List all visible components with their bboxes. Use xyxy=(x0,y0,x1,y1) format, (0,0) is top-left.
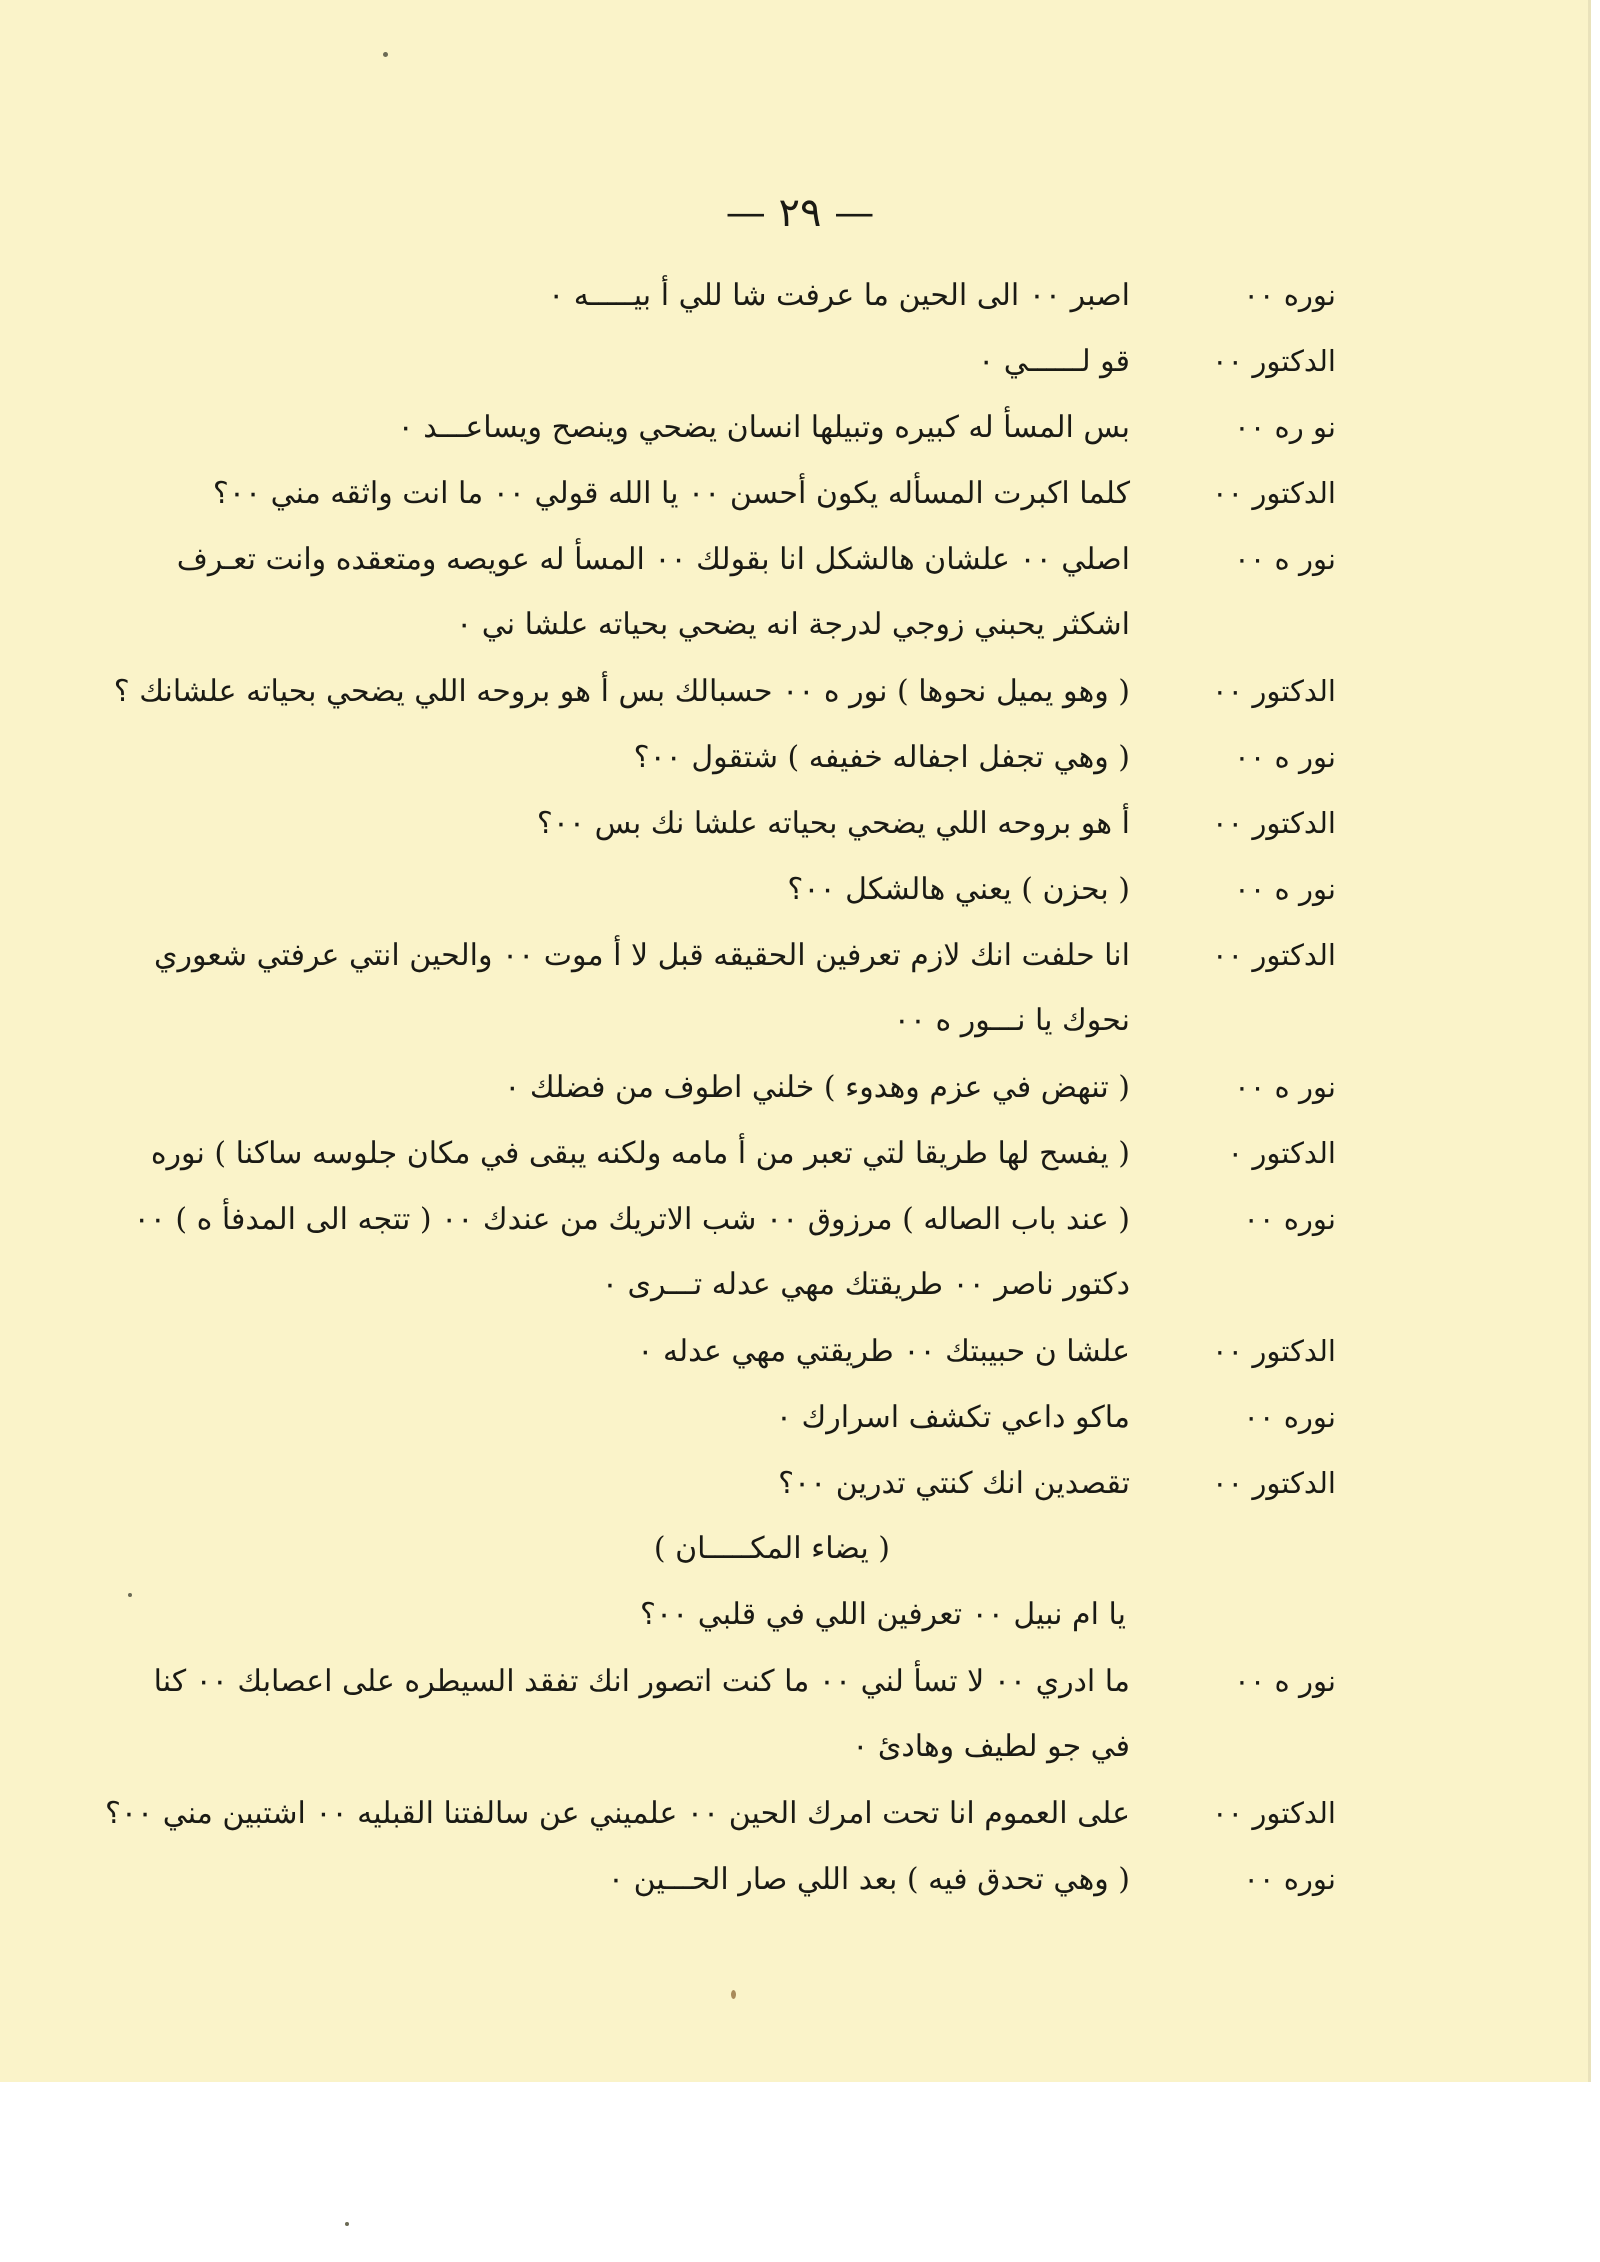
dialogue-line xyxy=(20,1054,1340,1120)
dialogue-text: ( وهي تحدق فيه ) بعد اللي صار الحـــين ٠ xyxy=(607,1862,1130,1897)
dialogue-line xyxy=(20,1384,1340,1450)
dialogue-text: بس المسأ له كبيره وتبيلها انسان يضحي وينصح ويساعـــد ٠ xyxy=(397,410,1130,445)
dialogue-text: علشا ن حبيبتك ٠٠ طريقتي مهي عدله ٠ xyxy=(637,1334,1130,1369)
dialogue-line xyxy=(20,1648,1340,1714)
dialogue-text: ( بحزن ) يعني هالشكل ٠٠؟ xyxy=(787,872,1130,907)
speaker-name: نور ه ٠٠ xyxy=(1234,1664,1336,1698)
dialogue-line xyxy=(20,1780,1340,1846)
dialogue-text: نحوك يا نـــور ه ٠٠ xyxy=(893,1003,1130,1038)
dialogue-line xyxy=(20,790,1340,856)
dialogue-line xyxy=(20,1186,1340,1252)
speaker-name: نور ه ٠٠ xyxy=(1234,872,1336,906)
dialogue-text: ( وهو يميل نحوها ) نور ه ٠٠ حسبالك بس أ هو بروحه اللي يضحي بحياته علشانك ؟ xyxy=(113,674,1130,709)
speaker-name: الدكتور ٠٠ xyxy=(1211,1334,1336,1368)
speaker-name: الدكتور ٠٠ xyxy=(1211,344,1336,378)
speck xyxy=(731,1990,736,1999)
dialogue-text: أ هو بروحه اللي يضحي بحياته علشا نك بس ٠٠؟ xyxy=(536,806,1130,841)
speaker-name: نوره ٠٠ xyxy=(1243,1202,1336,1236)
stage-direction: ( يضاء المكـــــان ) xyxy=(653,1531,890,1566)
dialogue-line xyxy=(20,922,1340,988)
dialogue-line xyxy=(20,658,1340,724)
script-dialogue xyxy=(20,262,1340,1912)
dialogue-line xyxy=(20,1516,1340,1582)
dialogue-line xyxy=(20,526,1340,592)
dialogue-text: في جو لطيف وهادئ ٠ xyxy=(852,1729,1130,1764)
dialogue-line xyxy=(20,1120,1340,1186)
dialogue-text: ( يفسح لها طريقا لتي تعبر من أ مامه ولكنه يبقى في مكان جلوسه ساكنا ) نوره xyxy=(150,1136,1130,1171)
speaker-name: الدكتور ٠ xyxy=(1227,1136,1336,1170)
dialogue-text: اصلي ٠٠ علشان هالشكل انا بقولك ٠٠ المسأ له عويصه ومتعقده وانت تعـرف xyxy=(176,542,1130,577)
speaker-name: الدكتور ٠٠ xyxy=(1211,476,1336,510)
dialogue-text: انا حلفت انك لازم تعرفين الحقيقه قبل لا أ موت ٠٠ والحين انتي عرفتي شعوري xyxy=(153,938,1130,973)
speaker-name: نور ه ٠٠ xyxy=(1234,740,1336,774)
dialogue-text: على العموم انا تحت امرك الحين ٠٠ علميني عن سالفتنا القبليه ٠٠ اشتبين مني ٠٠؟ xyxy=(104,1796,1130,1831)
speaker-name: نور ه ٠٠ xyxy=(1234,1070,1336,1104)
speaker-name: الدكتور ٠٠ xyxy=(1211,674,1336,708)
dialogue-line xyxy=(20,460,1340,526)
speaker-name: الدكتور ٠٠ xyxy=(1211,938,1336,972)
dialogue-line xyxy=(20,1450,1340,1516)
dialogue-text: قو لــــــي ٠ xyxy=(978,344,1130,379)
dialogue-text: تقصدين انك كنتي تدرين ٠٠؟ xyxy=(778,1466,1130,1501)
dialogue-text: كلما اكبرت المسأله يكون أحسن ٠٠ يا الله قولي ٠٠ ما انت واثقه مني ٠٠؟ xyxy=(212,476,1130,511)
speck xyxy=(383,52,388,57)
dialogue-line xyxy=(20,856,1340,922)
dialogue-line xyxy=(20,988,1340,1054)
dialogue-text: ( وهي تجفل اجفاله خفيفه ) شتقول ٠٠؟ xyxy=(633,740,1130,775)
dialogue-text: اصبر ٠٠ الى الحين ما عرفت شا للي أ بيـــــه ٠ xyxy=(548,278,1130,313)
speck xyxy=(345,2222,349,2226)
speaker-name: الدكتور ٠٠ xyxy=(1211,1466,1336,1500)
page-number: — ٢٩ — xyxy=(725,190,875,236)
dialogue-text: ( تنهض في عزم وهدوء ) خلني اطوف من فضلك ٠ xyxy=(504,1070,1130,1105)
dialogue-line xyxy=(20,1582,1340,1648)
dialogue-text: يا ام نبيل ٠٠ تعرفين اللي في قلبي ٠٠؟ xyxy=(640,1597,1126,1632)
dialogue-text: دكتور ناصر ٠٠ طريقتك مهي عدله تـــرى ٠ xyxy=(601,1267,1130,1302)
dialogue-line xyxy=(20,1252,1340,1318)
dialogue-line xyxy=(20,724,1340,790)
speaker-name: نور ه ٠٠ xyxy=(1234,542,1336,576)
speck xyxy=(128,1593,132,1597)
dialogue-line xyxy=(20,1846,1340,1912)
dialogue-line xyxy=(20,1318,1340,1384)
dialogue-line xyxy=(20,592,1340,658)
dialogue-text: اشكثر يحبني زوجي لدرجة انه يضحي بحياته علشا ني ٠ xyxy=(456,607,1130,642)
dialogue-line xyxy=(20,1714,1340,1780)
speaker-name: الدكتور ٠٠ xyxy=(1211,806,1336,840)
speaker-name: نوره ٠٠ xyxy=(1243,1400,1336,1434)
speaker-name: الدكتور ٠٠ xyxy=(1211,1796,1336,1830)
dialogue-text: ماكو داعي تكشف اسرارك ٠ xyxy=(775,1400,1130,1435)
dialogue-line xyxy=(20,262,1340,328)
speaker-name: نوره ٠٠ xyxy=(1243,1862,1336,1896)
speaker-name: نوره ٠٠ xyxy=(1243,278,1336,312)
speaker-name: نو ره ٠٠ xyxy=(1234,410,1336,444)
dialogue-text: ( عند باب الصاله ) مرزوق ٠٠ شب الاتريك من عندك ٠٠ ( تتجه الى المدفأ ه ) ٠٠ xyxy=(133,1202,1130,1237)
dialogue-text: ما ادري ٠٠ لا تسأ لني ٠٠ ما كنت اتصور انك تفقد السيطره على اعصابك ٠٠ كنا xyxy=(153,1664,1130,1699)
dialogue-line xyxy=(20,328,1340,394)
dialogue-line xyxy=(20,394,1340,460)
